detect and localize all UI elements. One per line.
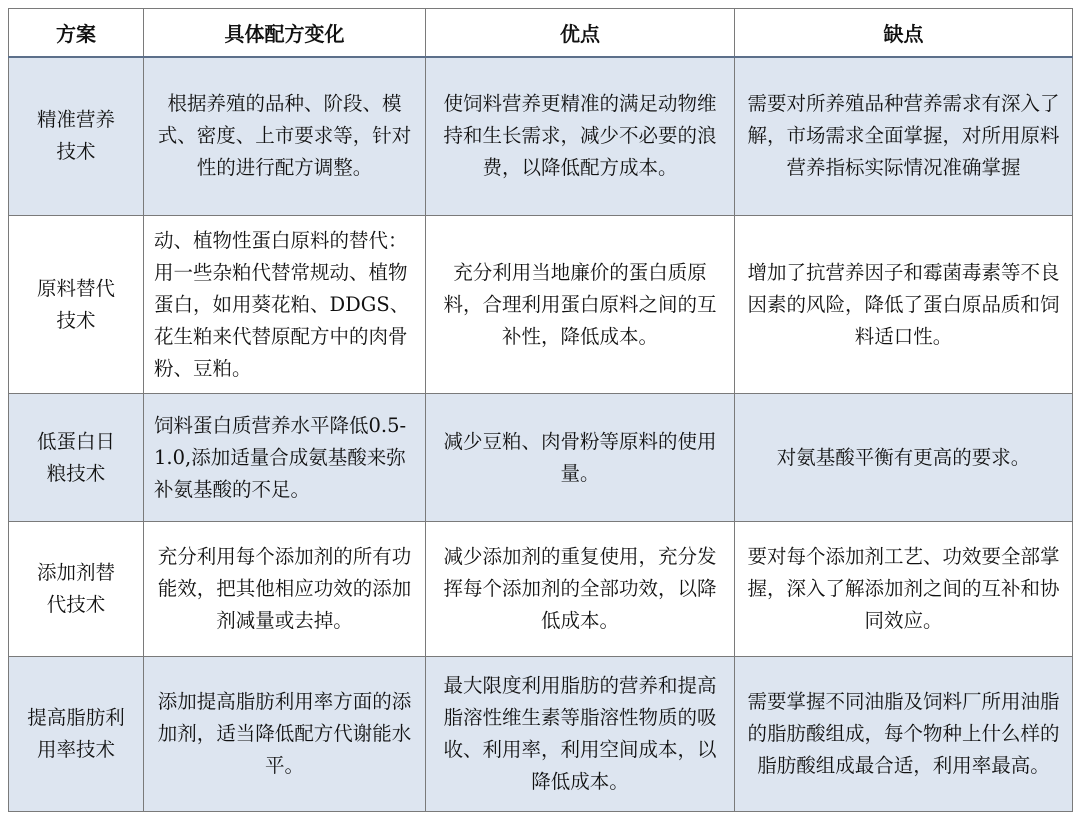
cons-cell: 要对每个添加剂工艺、功效要全部掌握，深入了解添加剂之间的互补和协同效应。 [735,522,1073,657]
header-change: 具体配方变化 [144,9,426,57]
change-cell: 饲料蛋白质营养水平降低0.5-1.0,添加适量合成氨基酸来弥补氨基酸的不足。 [144,394,426,522]
table-row [9,216,1073,394]
scheme-cell [9,522,144,657]
cons-cell: 需要掌握不同油脂及饲料厂所用油脂的脂肪酸组成，每个物种上什么样的脂肪酸组成最合适，利用率最高。 [735,657,1073,812]
scheme-text: 添加剂替代技术 [36,561,115,616]
scheme-cell [9,57,144,216]
change-cell: 充分利用每个添加剂的所有功能效，把其他相应功效的添加剂减量或去掉。 [144,522,426,657]
formula-table-container [8,8,1073,812]
scheme-text: 精准营养技术 [36,108,115,164]
table-row [9,57,1073,216]
pros-cell: 最大限度利用脂肪的营养和提高脂溶性维生素等脂溶性物质的吸收、利用率，利用空间成本，以降低成本。 [426,657,735,812]
table-row [9,522,1073,657]
header-pros: 优点 [426,9,735,57]
scheme-text: 低蛋白日粮技术 [36,429,115,485]
pros-cell: 使饲料营养更精准的满足动物维持和生长需求，减少不必要的浪费，以降低配方成本。 [426,57,735,216]
scheme-text: 原料替代技术 [36,276,115,332]
pros-cell: 减少豆粕、肉骨粉等原料的使用量。 [426,394,735,522]
header-row [9,9,1073,57]
scheme-cell [9,216,144,394]
table-row [9,394,1073,522]
formula-comparison-table [8,8,1073,812]
change-cell: 动、植物性蛋白原料的替代：用一些杂粕代替常规动、植物蛋白，如用葵花粕、DDGS、花生粕来代替原配方中的肉骨粉、豆粕。 [144,216,426,394]
header-cons: 缺点 [735,9,1073,57]
pros-cell: 减少添加剂的重复使用，充分发挥每个添加剂的全部功效，以降低成本。 [426,522,735,657]
cons-cell: 需要对所养殖品种营养需求有深入了解，市场需求全面掌握，对所用原料营养指标实际情况准确掌握 [735,57,1073,216]
scheme-cell [9,657,144,812]
cons-cell: 增加了抗营养因子和霉菌毒素等不良因素的风险，降低了蛋白原品质和饲料适口性。 [735,216,1073,394]
scheme-cell [9,394,144,522]
scheme-text: 提高脂肪利用率技术 [27,706,125,761]
header-scheme: 方案 [9,9,144,57]
cons-cell: 对氨基酸平衡有更高的要求。 [735,394,1073,522]
pros-cell: 充分利用当地廉价的蛋白质原料，合理利用蛋白原料之间的互补性，降低成本。 [426,216,735,394]
change-cell: 根据养殖的品种、阶段、模式、密度、上市要求等，针对性的进行配方调整。 [144,57,426,216]
table-row [9,657,1073,812]
change-cell: 添加提高脂肪利用率方面的添加剂，适当降低配方代谢能水平。 [144,657,426,812]
